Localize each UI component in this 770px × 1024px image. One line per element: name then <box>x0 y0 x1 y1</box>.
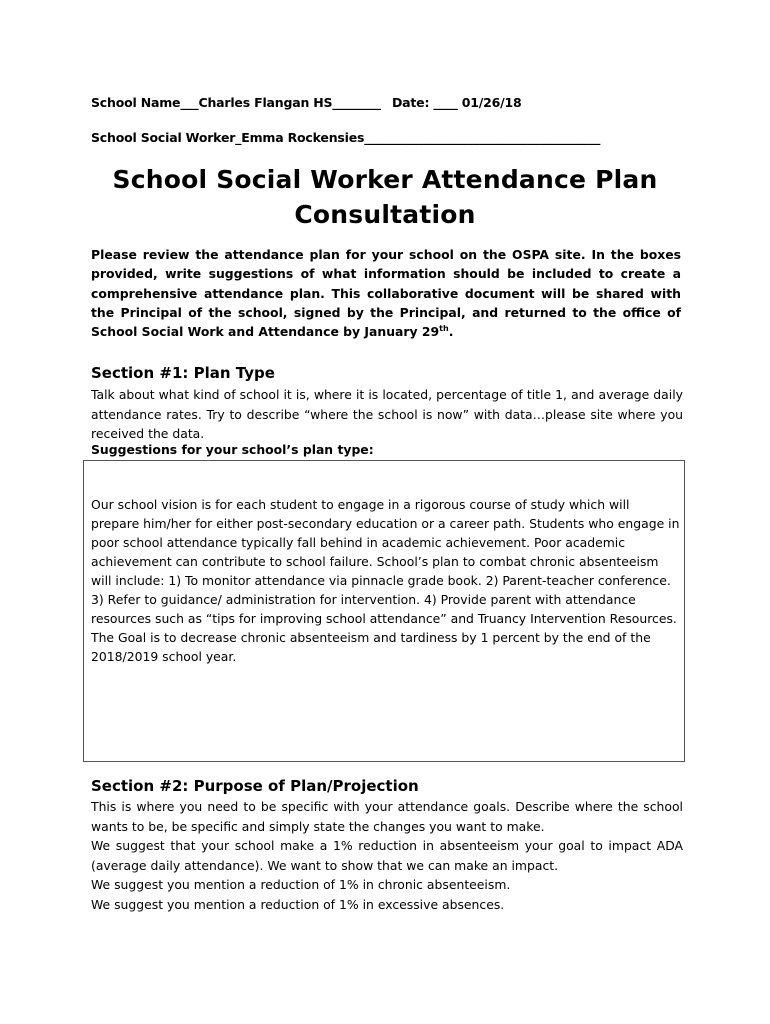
section-2-line-2: We suggest that your school make a 1% reduction in absenteeism your goal to impact ADA (average daily attendance). We want to show that we can make an impact. <box>91 838 683 873</box>
date-field: Date: ____ 01/26/18 <box>392 95 522 110</box>
title-line-1: School Social Worker Attendance Plan <box>112 165 658 194</box>
section-2-line-4: We suggest you mention a reduction of 1% in excessive absences. <box>91 896 505 912</box>
section-2-line-1: This is where you need to be specific with your attendance goals. Describe where the school wants to be, be specific and simply state the changes you want to make. <box>91 799 683 834</box>
intro-end: . <box>448 324 454 340</box>
section-1-response-text: Our school vision is for each student to engage in a rigorous course of study which will prepare him/her for either post-secondary education or a career path. Students who engage in poor school attendance typically fall behind in academic achievement. Poor academic achievement can contribute to school failure. School’s plan to combat chronic absenteeism will include: 1) To monitor attendance via pinnacle grade book. 2) Parent-teacher conference. 3) Refer to guidance/ administration for intervention. 4) Provide parent with attendance resources such as “tips for improving school attendance” and Truancy Intervention Resources. The Goal is to decrease chronic absenteeism and tardiness by 1 percent by the end of the 2018/2019 school year. <box>91 497 680 664</box>
school-name-field: School Name___Charles Flangan HS________ <box>91 95 381 110</box>
section-2-body <box>91 797 683 914</box>
page-title <box>0 162 770 232</box>
section-2-line-3: We suggest you mention a reduction of 1% in chronic absenteeism. <box>91 877 511 892</box>
section-1-suggestions-label: Suggestions for your school’s plan type: <box>91 442 374 457</box>
section-1-heading: Section #1: Plan Type <box>91 364 275 382</box>
intro-superscript: th <box>439 324 449 334</box>
intro-text: Please review the attendance plan for your school on the OSPA site. In the boxes provided, write suggestions of what information should be included to create a comprehensive attendance plan. This collaborative document will be shared with the Principal of the school, signed by the Principal, and returned to the office of School Social Work and Attendance by January 29 <box>91 247 681 340</box>
social-worker-field: School Social Worker_Emma Rockensies_______________________________________ <box>91 130 601 145</box>
section-1-description: Talk about what kind of school it is, where it is located, percentage of title 1, and average daily attendance rates. Try to describe “where the school is now” with data…please site where you received the data. <box>91 387 683 441</box>
section-2-heading: Section #2: Purpose of Plan/Projection <box>91 777 419 795</box>
intro-paragraph <box>91 245 681 341</box>
title-line-2: Consultation <box>294 200 476 229</box>
